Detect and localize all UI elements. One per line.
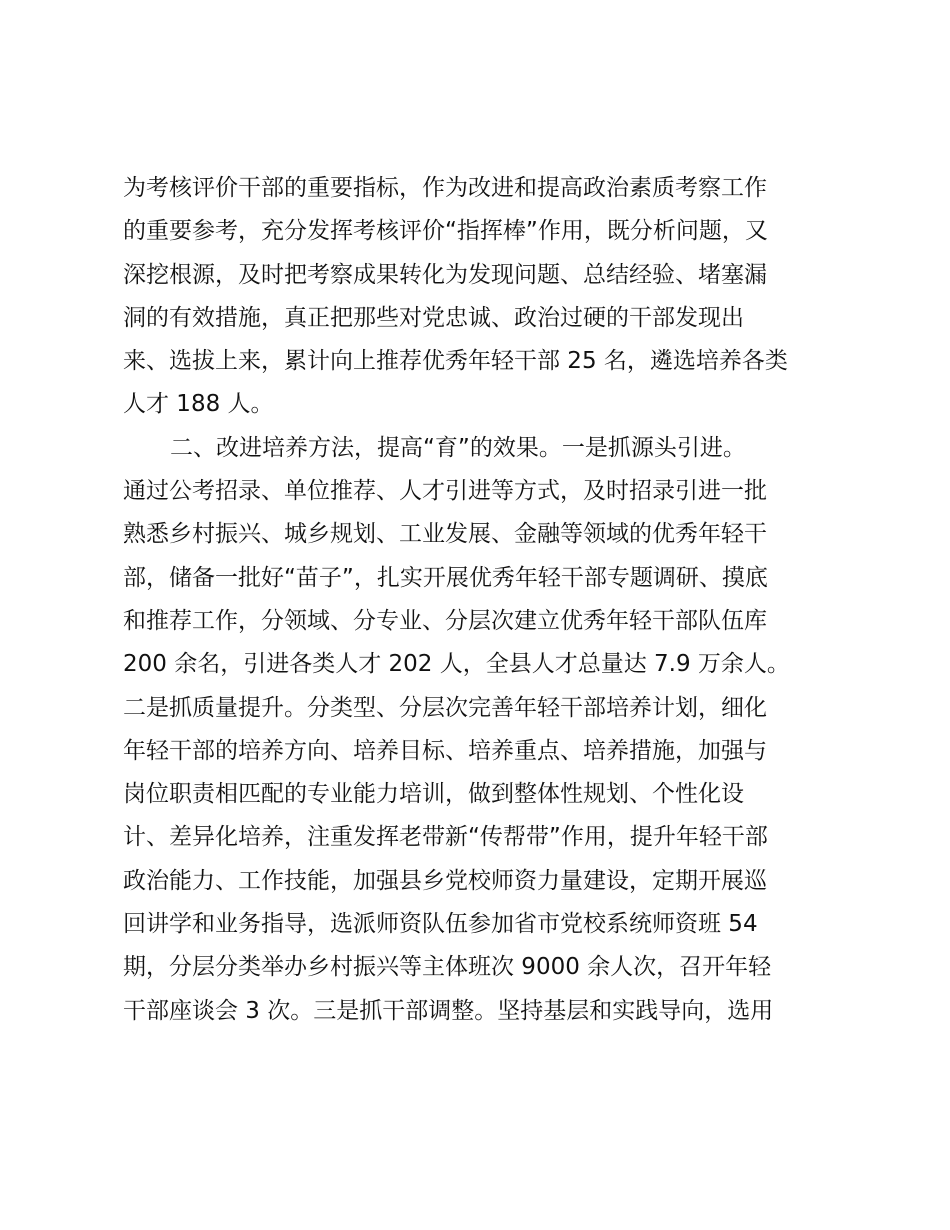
text-line: 计、差异化培养，注重发挥老带新“传帮带”作用，提升年轻干部 (123, 824, 768, 851)
text-line: 政治能力、工作技能，加强县乡党校师资力量建设，定期开展巡 (123, 867, 767, 894)
text-line: 岗位职责相匹配的专业能力培训，做到整体性规划、个性化设 (123, 781, 744, 808)
text-line: 通过公考招录、单位推荐、人才引进等方式，及时招录引进一批 (123, 478, 767, 505)
text-line: 回讲学和业务指导，选派师资队伍参加省市党校系统师资班 54 (123, 911, 758, 938)
text-line: 深挖根源，及时把考察成果转化为发现问题、总结经验、堵塞漏 (123, 261, 767, 288)
body-text (123, 167, 843, 1033)
text-line: 来、选拔上来，累计向上推荐优秀年轻干部 25 名，遴选培养各类 (123, 348, 788, 375)
text-line: 洞的有效措施，真正把那些对党忠诚、政治过硬的干部发现出 (123, 304, 744, 331)
text-line: 的重要参考，充分发挥考核评价“指挥棒”作用，既分析问题，又 (123, 218, 768, 245)
text-line: 熟悉乡村振兴、城乡规划、工业发展、金融等领域的优秀年轻干 (123, 521, 767, 548)
text-line: 和推荐工作，分领域、分专业、分层次建立优秀年轻干部队伍库 (123, 607, 767, 634)
text-line: 二是抓质量提升。分类型、分层次完善年轻干部培养计划，细化 (123, 694, 767, 721)
text-line: 人才 188 人。 (123, 391, 274, 418)
text-line: 部，储备一批好“苗子”，扎实开展优秀年轻干部专题调研、摸底 (123, 564, 768, 591)
section-heading-line: 二、改进培养方法，提高“育”的效果。一是抓源头引进。 (170, 434, 746, 461)
text-line: 期，分层分类举办乡村振兴等主体班次 9000 余人次，召开年轻 (123, 954, 772, 981)
text-line: 干部座谈会 3 次。三是抓干部调整。坚持基层和实践导向，选用 (123, 997, 774, 1024)
text-line: 200 余名，引进各类人才 202 人，全县人才总量达 7.9 万余人。 (123, 651, 790, 678)
text-line: 为考核评价干部的重要指标，作为改进和提高政治素质考察工作 (123, 175, 767, 201)
text-line: 年轻干部的培养方向、培养目标、培养重点、培养措施，加强与 (123, 737, 767, 764)
